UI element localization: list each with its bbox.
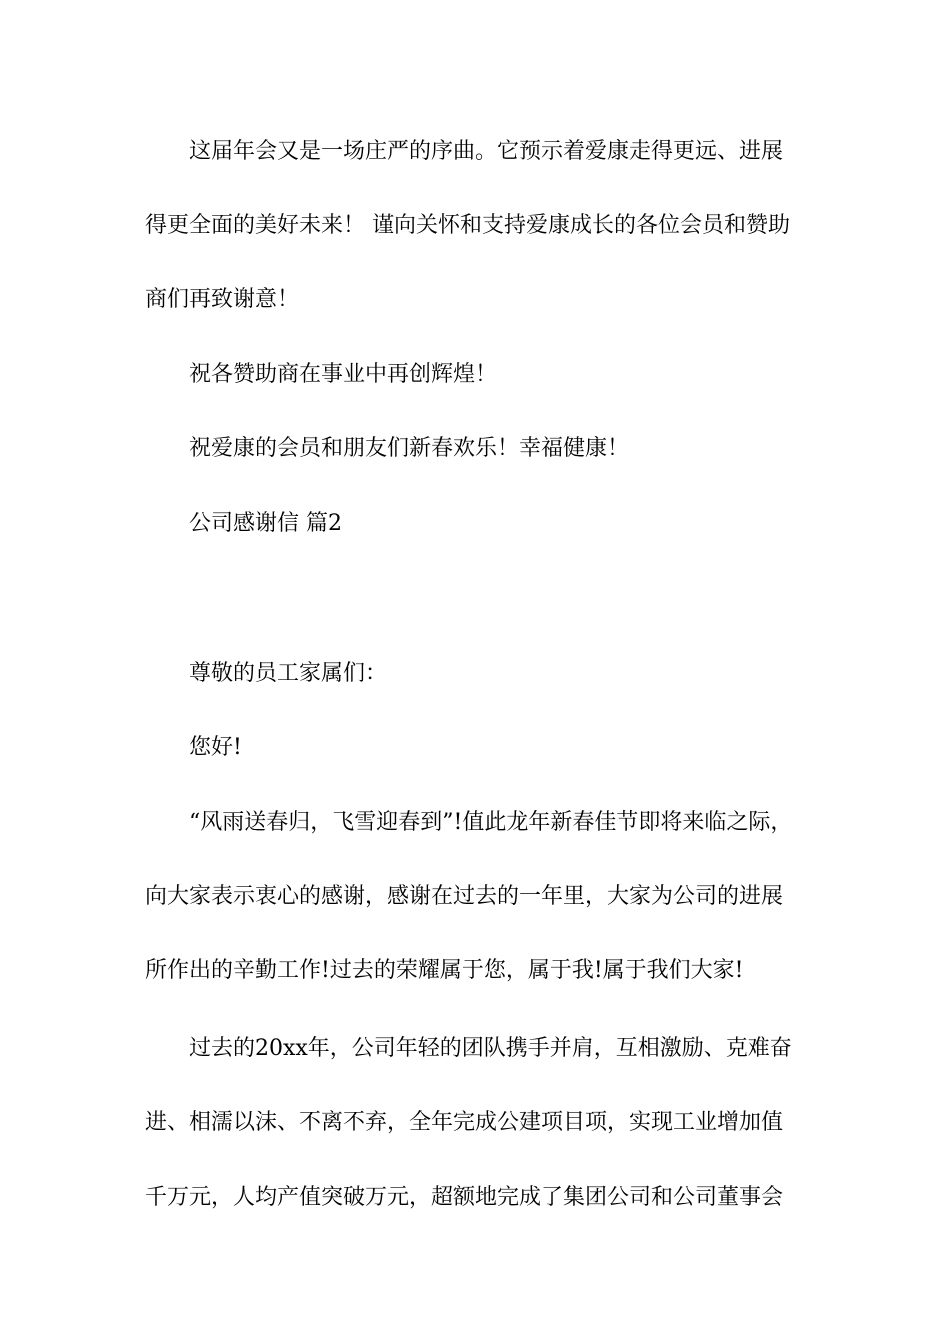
- paragraph-8-line-1: 过去的20xx年，公司年轻的团队携手并肩，互相激励、克难奋: [189, 1036, 792, 1061]
- salutation: 尊敬的员工家属们：: [189, 661, 388, 686]
- paragraph-7-line-3: 所作出的辛勤工作!过去的荣耀属于您，属于我!属于我们大家!: [145, 958, 744, 983]
- paragraph-1-line-3: 商们再致谢意！: [145, 287, 300, 312]
- paragraph-2-line-1: 祝各赞助商在事业中再创辉煌！: [189, 362, 498, 387]
- paragraph-7-line-2: 向大家表示衷心的感谢，感谢在过去的一年里，大家为公司的进展: [145, 884, 784, 909]
- paragraph-7-line-1: “风雨送春归，飞雪迎春到”!值此龙年新春佳节即将来临之际，: [189, 810, 793, 835]
- paragraph-8-line-2: 进、相濡以沫、不离不弃，全年完成公建项目项，实现工业增加值: [145, 1110, 784, 1135]
- greeting: 您好!: [189, 735, 242, 760]
- paragraph-1-line-1: 这届年会又是一场庄严的序曲。它预示着爱康走得更远、进展: [189, 139, 784, 164]
- section-heading: 公司感谢信 篇2: [189, 511, 342, 536]
- paragraph-1-line-2: 得更全面的美好未来！ 谨向关怀和支持爱康成长的各位会员和赞助: [145, 213, 790, 238]
- paragraph-8-line-3: 千万元，人均产值突破万元，超额地完成了集团公司和公司董事会: [145, 1185, 784, 1210]
- paragraph-3-line-1: 祝爱康的会员和朋友们新春欢乐！幸福健康！: [189, 436, 630, 461]
